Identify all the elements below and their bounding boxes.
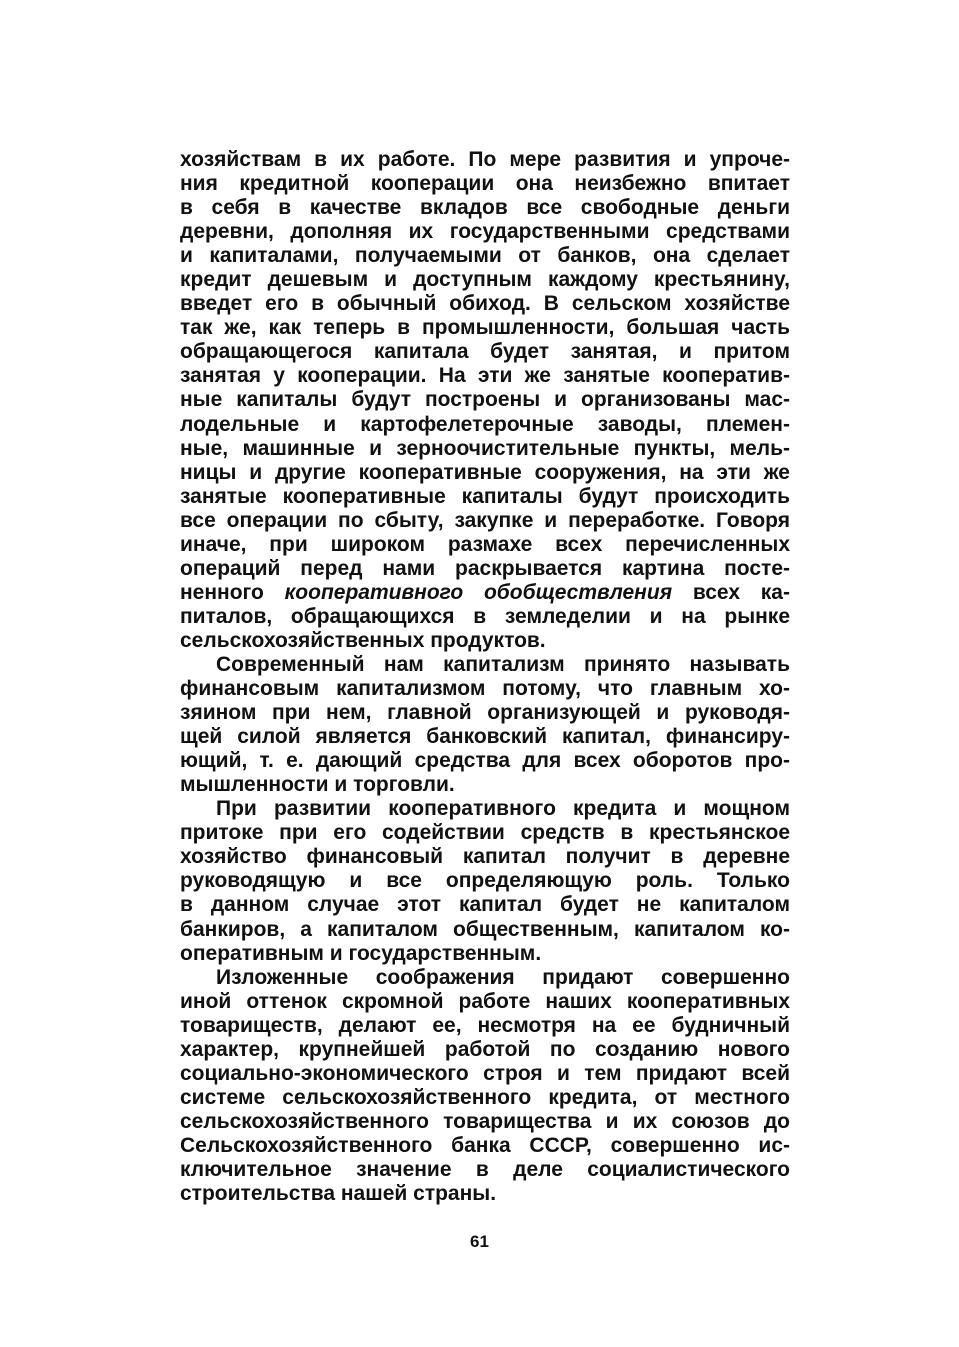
text-line-mixed — [180, 581, 790, 605]
text-line: сельскохозяйственных продуктов. — [180, 628, 546, 652]
text-line: в данном случае этот капитал будет не капиталом — [180, 893, 790, 917]
text-line: хозяйствам в их работе. По мере развития и упроче- — [180, 148, 790, 171]
text-line: щей силой является банковский капитал, финансиру- — [180, 725, 790, 749]
text-line: ключительное значение в деле социалистического — [180, 1157, 790, 1181]
text-line: социально-экономического строя и тем придают всей — [180, 1061, 790, 1085]
text-line: введет его в обычный обиход. В сельском хозяйстве — [180, 292, 790, 316]
text-line: обращающегося капитала будет занятая, и притом — [180, 340, 790, 364]
paragraph-start-line: При развитии кооперативного кредита и мощном — [216, 797, 790, 821]
text-line: мышленности и торговли. — [180, 773, 455, 797]
text-line: характер, крупнейшей работой по созданию нового — [180, 1037, 790, 1061]
text-fragment: ненного — [180, 580, 264, 604]
text-line: в себя в качестве вкладов все свободные деньги — [180, 196, 790, 220]
text-line: товариществ, делают ее, несмотря на ее будничный — [180, 1013, 790, 1037]
text-line: и капиталами, получаемыми от банков, она сделает — [180, 244, 790, 268]
text-line: операций перед нами раскрывается картина посте- — [180, 556, 790, 580]
text-line: сельскохозяйственного товарищества и их союзов до — [180, 1109, 790, 1133]
paragraph-start-line: Изложенные соображения придают совершенно — [216, 965, 790, 989]
text-line: все операции по сбыту, закупке и переработке. Говоря — [180, 508, 790, 532]
text-line: деревни, дополняя их государственными средствами — [180, 220, 790, 244]
text-line: зяином при нем, главной организующей и руководя- — [180, 701, 790, 725]
text-line: иной оттенок скромной работе наших кооперативных — [180, 989, 790, 1013]
text-line: системе сельскохозяйственного кредита, от местного — [180, 1085, 790, 1109]
text-line: занятые кооперативные капиталы будут происходить — [180, 484, 790, 508]
text-line: оперативным и государственным. — [180, 941, 542, 965]
italic-emphasis: кооперативного обобществления — [284, 580, 673, 604]
text-line: занятая у кооперации. На эти же занятые кооператив- — [180, 364, 790, 388]
text-line: питалов, обращающихся в земледелии и на рынке — [180, 604, 790, 628]
text-line: притоке при его содействии средств в крестьянское — [180, 821, 790, 845]
text-line: лодельные и картофелетерочные заводы, племен- — [180, 412, 790, 436]
text-line: ницы и другие кооперативные сооружения, на эти же — [180, 460, 790, 484]
text-line: финансовым капитализмом потому, что главным хо- — [180, 677, 790, 701]
page-number: 61 — [470, 1232, 489, 1251]
text-line: ные капиталы будут построены и организованы мас- — [180, 388, 790, 412]
text-line: Сельскохозяйственного банка СССР, совершенно ис- — [180, 1133, 790, 1157]
text-fragment: всех ка- — [692, 580, 790, 604]
text-line: ные, машинные и зерноочистительные пункты, мель- — [180, 436, 790, 460]
text-line: строительства нашей страны. — [180, 1182, 497, 1206]
page-body — [180, 148, 790, 1206]
text-line: иначе, при широком размахе всех перечисленных — [180, 532, 790, 556]
text-line: хозяйство финансовый капитал получит в деревне — [180, 845, 790, 869]
paragraph-start-line: Современный нам капитализм принято называть — [216, 652, 790, 676]
text-line: банкиров, а капиталом общественным, капиталом ко- — [180, 917, 790, 941]
text-line: ющий, т. е. дающий средства для всех оборотов про- — [180, 749, 790, 773]
text-line: так же, как теперь в промышленности, большая часть — [180, 316, 790, 340]
text-line: кредит дешевым и доступным каждому крестьянину, — [180, 268, 790, 292]
text-line: руководящую и все определяющую роль. Только — [180, 869, 790, 893]
text-line: ния кредитной кооперации она неизбежно впитает — [180, 172, 790, 196]
